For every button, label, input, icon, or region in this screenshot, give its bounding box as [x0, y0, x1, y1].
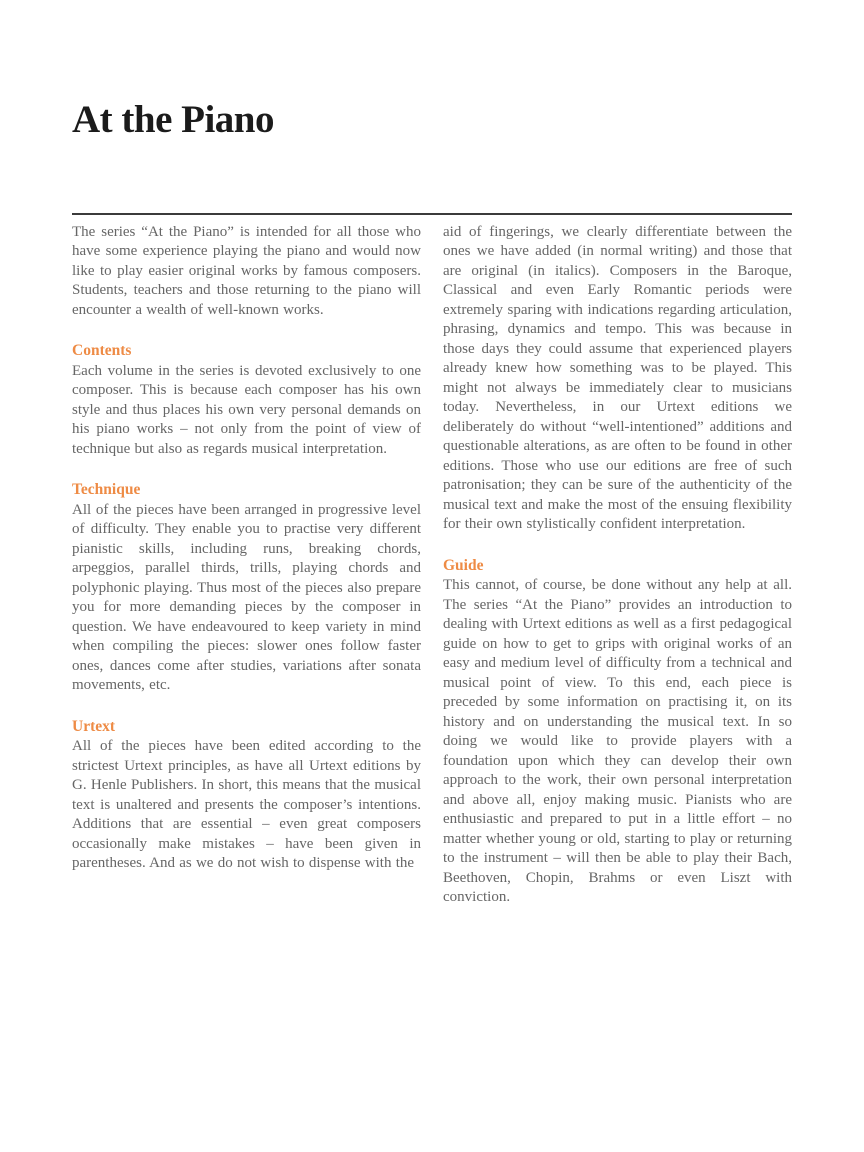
- section-heading-guide: Guide: [443, 556, 484, 574]
- section-body-urtext: All of the pieces have been edited according to the strictest Urtext principles, as have all Urtext editions by G. Henle Publishers. In short, this means that the musical text is unaltered and presents the composer’s intentions. Additions that are essential – even great composers occasionally make mistakes – have been given in parentheses. And as we do not wish to dispense with the: [72, 738, 421, 872]
- intro-paragraph: The series “At the Piano” is intended for all those who have some experience playing the piano and would now like to play easier original works by famous composers. Students, teachers and those returning to the piano will encounter a wealth of well-known works.: [72, 223, 421, 318]
- right-column: [443, 223, 792, 908]
- text-columns: [72, 223, 792, 908]
- section-body-guide: This cannot, of course, be done without any help at all. The series “At the Piano” provides an introduction to dealing with Urtext editions as well as a first pedagogical guide on how to get to grips with original works of an easy and medium level of difficulty from a technical and musical point of view. To this end, each piece is preceded by some information on practising it, on its history and on understanding the musical text. In so doing we would like to provide players with a foundation upon which they can develop their own approach to the work, their own personal interpretation and above all, enjoy making music. Pianists who are enthusiastic and prepared to put in a little effort – no matter whether young or old, starting to play or returning to the instrument – will then be able to play their Bach, Beethoven, Chopin, Brahms or even Liszt with conviction.: [443, 577, 792, 906]
- section-heading-contents: Contents: [72, 342, 132, 360]
- page-title: At the Piano: [72, 98, 274, 141]
- section-body-technique: All of the pieces have been arranged in progressive level of difficulty. They enable you to practise very different pianistic skills, including runs, breaking chords, arpeggios, parallel thirds, trills, playing chords and polyphonic playing. Thus most of the pieces also prepare you for more demanding pieces by the composer in question. We have endeavoured to keep variety in mind when compiling the pieces: slower ones follow faster ones, dances come after studies, variations after sonata movements, etc.: [72, 501, 421, 694]
- left-column: [72, 223, 421, 908]
- section-heading-technique: Technique: [72, 481, 141, 499]
- section-body-contents: Each volume in the series is devoted exclusively to one composer. This is because each composer has his own style and thus places his own very personal demands on his piano works – not only from the point of view of technique but also as regards musical interpretation.: [72, 362, 421, 457]
- title-divider: [72, 213, 792, 215]
- continuation-paragraph: aid of fingerings, we clearly differentiate between the ones we have added (in normal writing) and those that are original (in italics). Composers in the Baroque, Classical and even Early Romantic periods were extremely sparing with indications regarding articulation, phrasing, dynamics and tempo. This was because in those days they could assume that experienced players already knew how something was to be played. This might not always be immediately clear to musicians today. Nevertheless, in our Urtext editions we deliberately do without “well-intentioned” additions and questionable alterations, as are often to be found in other editions. Those who use our editions are free of such patronisation; they can be sure of the authenticity of the musical text and make the most of the ensuing flexibility for their own stylistically confident interpretation.: [443, 223, 792, 533]
- section-heading-urtext: Urtext: [72, 717, 116, 735]
